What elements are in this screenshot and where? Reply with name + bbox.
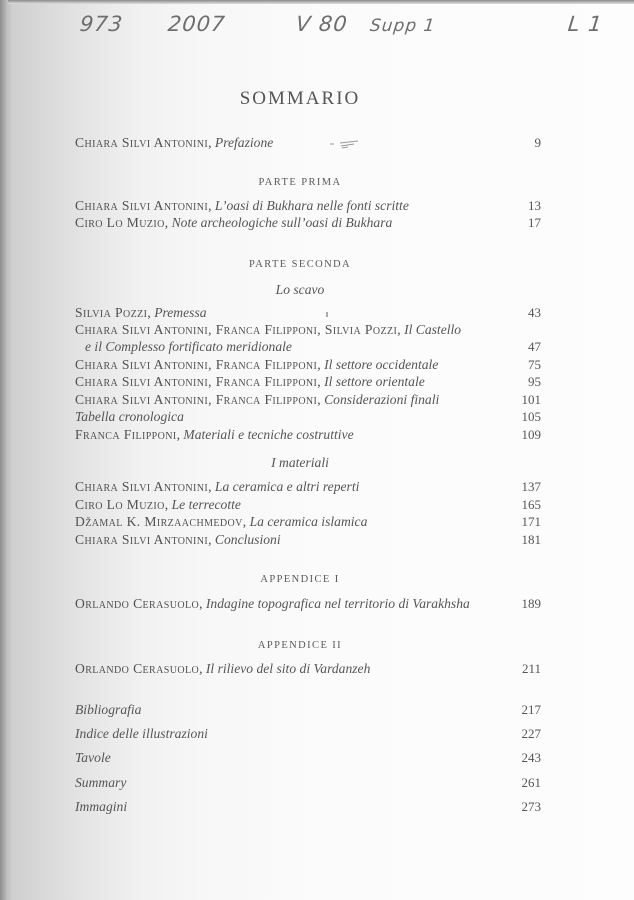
entry-page: 109 — [521, 427, 541, 442]
toc-entry[interactable] — [75, 408, 541, 426]
handwritten-note: 973 — [78, 12, 125, 36]
entry-page: 47 — [528, 339, 541, 354]
section-heading: APPENDICE I — [260, 574, 340, 585]
entry-title: Tabella cronologica — [75, 409, 184, 424]
entry-author: Džamal K. Mirzaachmedov — [75, 514, 243, 529]
entry-author: Chiara Silvi Antonini, Franca Filipponi, Silvia Pozzi — [75, 322, 398, 337]
entry-title: Le terrecotte — [171, 497, 241, 512]
toc-entry[interactable] — [75, 478, 541, 496]
entry-title-prefix: e il — [85, 339, 106, 354]
entry-title: Indagine topografica nel territorio di Varakhsha — [205, 596, 470, 611]
entry-title: Il Castello — [404, 322, 462, 337]
entry-page: 227 — [521, 726, 541, 741]
separator: , — [199, 661, 206, 676]
entry-page: 189 — [521, 596, 541, 611]
entry-author: Chiara Silvi Antonini — [75, 532, 209, 547]
entry-page: 217 — [521, 702, 541, 717]
subsection-heading: Lo scavo — [275, 282, 325, 297]
entry-title: Il rilievo del sito di Vardanzeh — [205, 661, 371, 676]
section-heading: APPENDICE II — [257, 640, 343, 651]
separator: , — [208, 532, 215, 547]
scan-binding-shadow — [0, 0, 8, 900]
separator: , — [147, 305, 155, 320]
entry-author: Chiara Silvi Antonini, Franca Filipponi — [75, 357, 318, 372]
toc-entry[interactable] — [75, 798, 541, 816]
entry-title: Considerazioni finali — [324, 392, 440, 407]
entry-author: Chiara Silvi Antonini — [75, 479, 209, 494]
separator: , — [208, 198, 215, 213]
toc-entry[interactable] — [75, 391, 541, 409]
ink-speck — [326, 312, 328, 317]
entry-author: Franca Filipponi — [75, 427, 177, 442]
entry-title: Complesso fortificato meridionale — [105, 339, 292, 354]
entry-title: Il settore occidentale — [324, 357, 439, 372]
entry-page: 243 — [521, 750, 541, 765]
entry-page: 17 — [528, 215, 541, 230]
toc-entry[interactable] — [75, 749, 541, 767]
entry-page: 9 — [534, 135, 541, 150]
toc-entry[interactable] — [75, 725, 541, 743]
entry-author: Chiara Silvi Antonini, Franca Filipponi — [75, 392, 318, 407]
entry-title: Prefazione — [214, 135, 274, 150]
entry-title: Summary — [75, 775, 127, 790]
entry-page: 105 — [521, 409, 541, 424]
entry-title: Bibliografia — [75, 702, 142, 717]
toc-entry[interactable] — [75, 304, 541, 322]
entry-author: Ciro Lo Muzio — [75, 215, 165, 230]
entry-title: Conclusioni — [214, 532, 281, 547]
toc-entry[interactable] — [75, 660, 541, 678]
toc-entry[interactable] — [75, 426, 541, 444]
entry-author: Ciro Lo Muzio — [75, 497, 165, 512]
separator: , — [208, 135, 215, 150]
separator: , — [176, 427, 184, 442]
handwritten-note: 2007 — [166, 12, 227, 36]
separator: , — [164, 497, 172, 512]
toc-entry-continuation[interactable] — [75, 338, 541, 356]
toc-entry[interactable] — [75, 373, 541, 391]
entry-title: L’oasi di Bukhara nelle fonti scritte — [214, 198, 409, 213]
entry-author: Chiara Silvi Antonini, Franca Filipponi — [75, 374, 318, 389]
page-title: SOMMARIO — [239, 88, 361, 109]
ink-smudge — [328, 139, 364, 149]
section-heading: PARTE PRIMA — [258, 177, 342, 188]
entry-author: Orlando Cerasuolo — [75, 661, 200, 676]
handwritten-note: V 80 — [294, 12, 350, 36]
toc-entry[interactable] — [75, 774, 541, 792]
toc-entry[interactable] — [75, 134, 541, 152]
handwritten-note: Supp 1 — [368, 16, 437, 36]
toc-entry[interactable] — [75, 701, 541, 719]
toc-entry[interactable] — [75, 531, 541, 549]
entry-title: Note archeologiche sull’oasi di Bukhara — [171, 215, 393, 230]
entry-author: Chiara Silvi Antonini — [75, 198, 209, 213]
separator: , — [317, 392, 325, 407]
entry-title: Materiali e tecniche costruttive — [183, 427, 354, 442]
scan-top-shadow — [0, 0, 634, 4]
entry-title: La ceramica e altri reperti — [214, 479, 360, 494]
entry-page: 75 — [528, 357, 541, 372]
separator: , — [317, 357, 325, 372]
entry-title: Indice delle illustrazioni — [75, 726, 208, 741]
toc-entry[interactable] — [75, 496, 541, 514]
entry-title: Tavole — [75, 750, 111, 765]
toc-entry[interactable] — [75, 197, 541, 215]
entry-page: 43 — [528, 305, 541, 320]
entry-author: Silvia Pozzi — [75, 305, 148, 320]
entry-page: 211 — [521, 661, 541, 676]
entry-page: 273 — [521, 799, 541, 814]
separator: , — [199, 596, 206, 611]
separator: , — [397, 322, 405, 337]
toc-entry[interactable] — [75, 321, 541, 339]
toc-entry[interactable] — [75, 595, 541, 613]
toc-entry[interactable] — [75, 513, 541, 531]
entry-page: 165 — [521, 497, 541, 512]
entry-page: 95 — [528, 374, 541, 389]
entry-author: Chiara Silvi Antonini — [75, 135, 209, 150]
entry-page: 137 — [521, 479, 541, 494]
section-heading: PARTE SECONDA — [248, 259, 352, 270]
entry-title: La ceramica islamica — [249, 514, 368, 529]
separator: , — [317, 374, 325, 389]
entry-author: Orlando Cerasuolo — [75, 596, 200, 611]
toc-entry[interactable] — [75, 356, 541, 374]
toc-entry[interactable] — [75, 214, 541, 232]
separator: , — [164, 215, 172, 230]
entry-page: 13 — [528, 198, 541, 213]
entry-title: Il settore orientale — [324, 374, 425, 389]
entry-page: 101 — [521, 392, 541, 407]
handwritten-note: L 1 — [566, 12, 605, 36]
entry-page: 171 — [521, 514, 541, 529]
entry-title: Immagini — [75, 799, 128, 814]
subsection-heading: I materiali — [271, 455, 329, 470]
entry-page: 181 — [521, 532, 541, 547]
entry-title: Premessa — [154, 305, 207, 320]
separator: , — [208, 479, 215, 494]
separator: , — [242, 514, 250, 529]
entry-page: 261 — [521, 775, 541, 790]
